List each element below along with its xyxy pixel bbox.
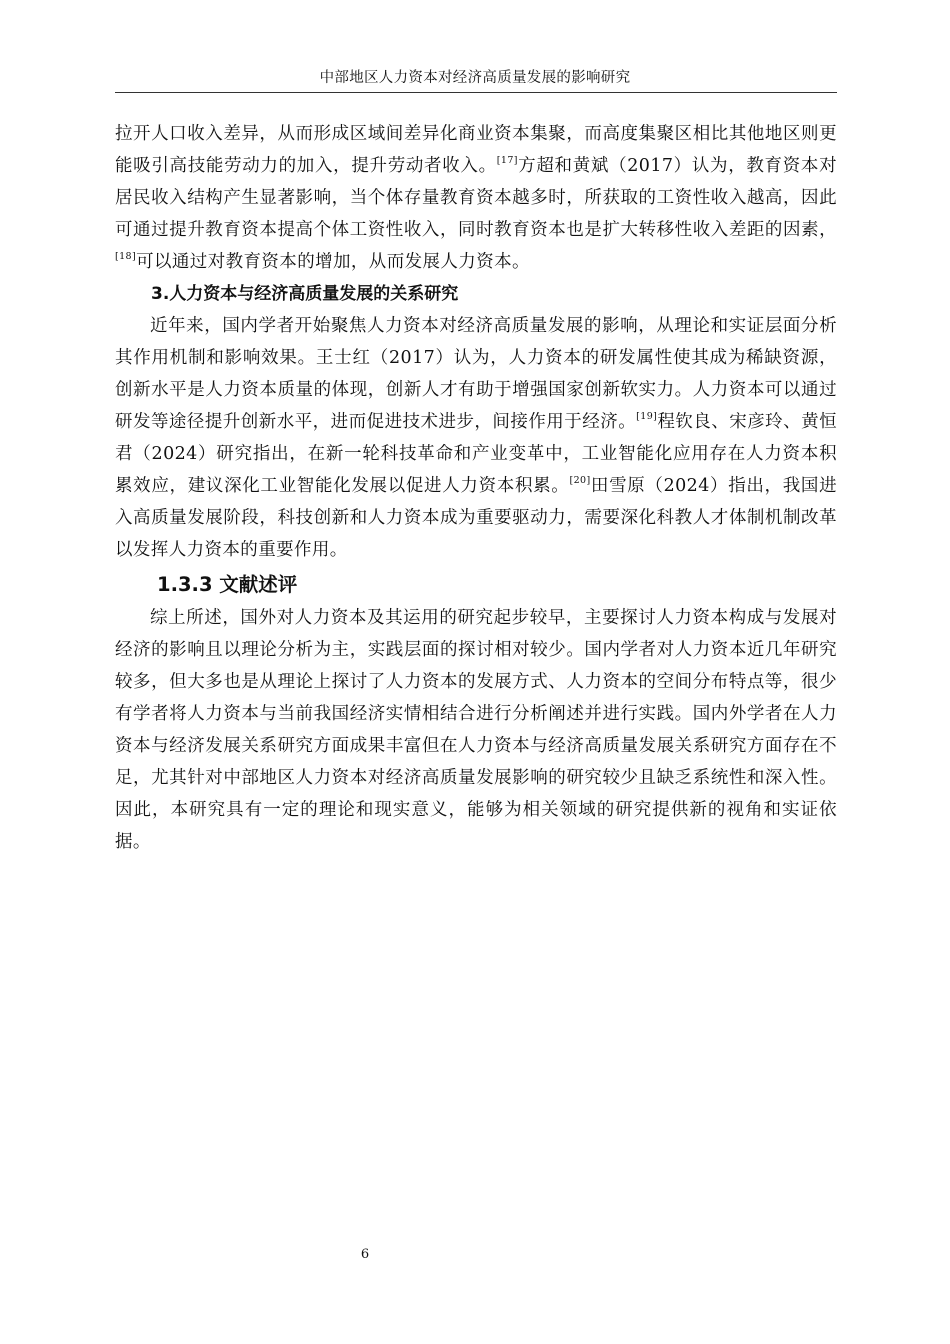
citation-20: [20] <box>569 475 591 486</box>
paragraph-text: 拉开人口收入差异，从而形成区域间差异化商业资本集聚，而高度集聚区相比其他地区则更能吸引高技能劳动力的加入，提升劳动者收入。 <box>115 124 837 176</box>
page-content <box>115 118 837 858</box>
citation-18: [18] <box>115 251 137 262</box>
paragraph-text: 程钦良、宋彦玲、黄恒君（2024）研究指出，在新一轮科技革命和产业变革中，工业智能化应用存在人力资本积累效应，建议深化工业智能化发展以促进人力资本积累。 <box>115 412 837 496</box>
paragraph-text: 近年来，国内学者开始聚焦人力资本对经济高质量发展的影响，从理论和实证层面分析其作用机制和影响效果。王士红（2017）认为，人力资本的研发属性使其成为稀缺资源，创新水平是人力资本质量的体现，创新人才有助于增强国家创新软实力。人力资本可以通过研发等途径提升创新水平，进而促进技术进步，间接作用于经济。 <box>115 316 837 432</box>
citation-17: [17] <box>496 155 518 166</box>
paragraph-text: 田雪原（2024）指出，我国进入高质量发展阶段，科技创新和人力资本成为重要驱动力，需要深化科教人才体制机制改革以发挥人力资本的重要作用。 <box>115 476 837 560</box>
running-header: 中部地区人力资本对经济高质量发展的影响研究 <box>319 70 631 86</box>
paragraph-literature-review: 综上所述，国外对人力资本及其运用的研究起步较早，主要探讨人力资本构成与发展对经济的影响且以理论分析为主，实践层面的探讨相对较少。国内学者对人力资本近几年研究较多，但大多也是从理论上探讨了人力资本的发展方式、人力资本的空间分布特点等，很少有学者将人力资本与当前我国经济实情相结合进行分析阐述并进行实践。国内外学者在人力资本与经济发展关系研究方面成果丰富但在人力资本与经济高质量发展关系研究方面存在不足，尤其针对中部地区人力资本对经济高质量发展影响的研究较少且缺乏系统性和深入性。因此，本研究具有一定的理论和现实意义，能够为相关领域的研究提供新的视角和实证依据。 <box>115 608 837 852</box>
citation-19: [19] <box>636 411 658 422</box>
section-heading-1-3-3: 1.3.3 文献述评 <box>157 573 298 596</box>
paragraph-text: 方超和黄斌（2017）认为，教育资本对居民收入结构产生显著影响，当个体存量教育资本越多时，所获取的工资性收入越高，因此可通过提升教育资本提高个体工资性收入，同时教育资本也是扩大转移性收入差距的因素， <box>115 156 837 240</box>
paragraph-text: 可以通过对教育资本的增加，从而发展人力资本。 <box>136 252 530 272</box>
page-number: 6 <box>360 1247 370 1262</box>
paragraph-relationship-research <box>115 310 837 566</box>
paragraph-income-gap <box>115 118 837 278</box>
header-rule <box>115 92 837 93</box>
subsection-heading-3: 3.人力资本与经济高质量发展的关系研究 <box>151 284 459 304</box>
